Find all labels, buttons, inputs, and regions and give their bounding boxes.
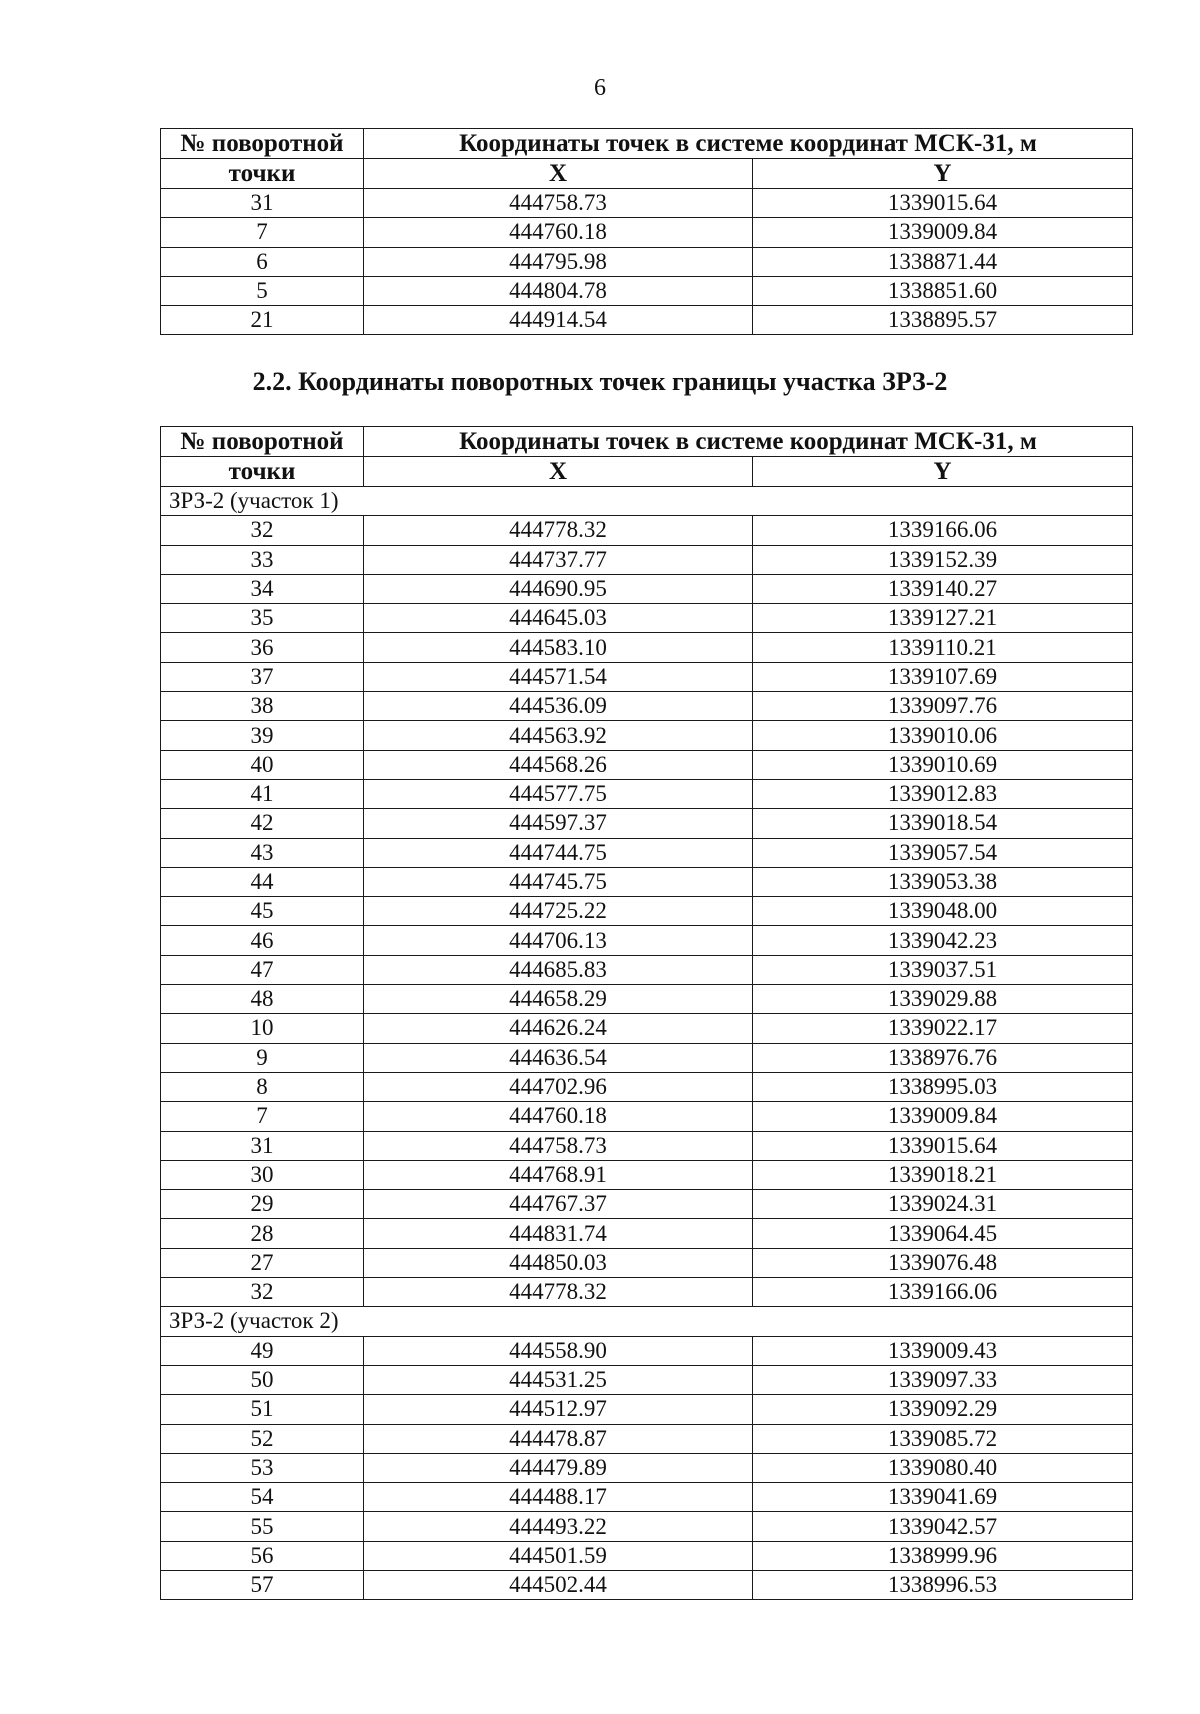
table-row: [161, 897, 1133, 926]
table-row: [161, 1072, 1133, 1101]
table-row: [161, 867, 1133, 896]
y-coordinate-cell: 1339110.21: [753, 633, 1133, 662]
point-number-cell: 31: [161, 189, 364, 218]
x-coordinate-cell: 444760.18: [364, 218, 753, 247]
table-row: [161, 1219, 1133, 1248]
x-coordinate-cell: 444531.25: [364, 1365, 753, 1394]
point-number-cell: 57: [161, 1570, 364, 1599]
table-row: [161, 1160, 1133, 1189]
table-row: [161, 218, 1133, 247]
x-coordinate-cell: 444725.22: [364, 897, 753, 926]
point-number-cell: 9: [161, 1043, 364, 1072]
header-point-number-cont: точки: [161, 457, 364, 487]
table-row: [161, 1541, 1133, 1570]
y-coordinate-cell: 1339166.06: [753, 516, 1133, 545]
section-heading: 2.2. Координаты поворотных точек границы участка ЗРЗ-2: [252, 367, 948, 396]
y-coordinate-cell: 1339018.21: [753, 1160, 1133, 1189]
table-row: [161, 1365, 1133, 1394]
section-label-row: [161, 1307, 1133, 1336]
y-coordinate-cell: 1339015.64: [753, 1131, 1133, 1160]
table-row: [161, 247, 1133, 276]
point-number-cell: 43: [161, 838, 364, 867]
y-coordinate-cell: 1339037.51: [753, 955, 1133, 984]
point-number-cell: 52: [161, 1424, 364, 1453]
table-row: [161, 1453, 1133, 1482]
x-coordinate-cell: 444583.10: [364, 633, 753, 662]
y-coordinate-cell: 1339029.88: [753, 985, 1133, 1014]
point-number-cell: 51: [161, 1395, 364, 1424]
coordinates-table-zrz2: [160, 426, 1133, 1600]
y-coordinate-cell: 1338995.03: [753, 1072, 1133, 1101]
point-number-cell: 44: [161, 867, 364, 896]
header-point-number: № поворотной: [161, 427, 364, 457]
x-coordinate-cell: 444563.92: [364, 721, 753, 750]
table-row: [161, 633, 1133, 662]
table-row: [161, 779, 1133, 808]
x-coordinate-cell: 444502.44: [364, 1570, 753, 1599]
y-coordinate-cell: 1339076.48: [753, 1248, 1133, 1277]
table-row: [161, 662, 1133, 691]
x-coordinate-cell: 444745.75: [364, 867, 753, 896]
point-number-cell: 50: [161, 1365, 364, 1394]
point-number-cell: 30: [161, 1160, 364, 1189]
x-coordinate-cell: 444760.18: [364, 1102, 753, 1131]
header-point-number: № поворотной: [161, 129, 364, 159]
y-coordinate-cell: 1339018.54: [753, 809, 1133, 838]
point-number-cell: 34: [161, 574, 364, 603]
table-row: [161, 1512, 1133, 1541]
table-row: [161, 1014, 1133, 1043]
point-number-cell: 47: [161, 955, 364, 984]
y-coordinate-cell: 1339010.69: [753, 750, 1133, 779]
table-row: [161, 1131, 1133, 1160]
point-number-cell: 48: [161, 985, 364, 1014]
y-coordinate-cell: 1339015.64: [753, 189, 1133, 218]
table-row: [161, 985, 1133, 1014]
point-number-cell: 6: [161, 247, 364, 276]
y-coordinate-cell: 1338976.76: [753, 1043, 1133, 1072]
x-coordinate-cell: 444768.91: [364, 1160, 753, 1189]
x-coordinate-cell: 444478.87: [364, 1424, 753, 1453]
y-coordinate-cell: 1339009.84: [753, 1102, 1133, 1131]
table-row: [161, 838, 1133, 867]
x-coordinate-cell: 444795.98: [364, 247, 753, 276]
point-number-cell: 53: [161, 1453, 364, 1482]
x-coordinate-cell: 444501.59: [364, 1541, 753, 1570]
y-coordinate-cell: 1339166.06: [753, 1278, 1133, 1307]
table-body: [161, 189, 1133, 335]
point-number-cell: 46: [161, 926, 364, 955]
table-row: [161, 1102, 1133, 1131]
y-coordinate-cell: 1339048.00: [753, 897, 1133, 926]
table-row: [161, 750, 1133, 779]
header-coordinates: Координаты точек в системе координат МСК-31, м: [364, 129, 1133, 159]
point-number-cell: 29: [161, 1190, 364, 1219]
table-row: [161, 1248, 1133, 1277]
y-coordinate-cell: 1339085.72: [753, 1424, 1133, 1453]
x-coordinate-cell: 444536.09: [364, 692, 753, 721]
x-coordinate-cell: 444488.17: [364, 1483, 753, 1512]
x-coordinate-cell: 444479.89: [364, 1453, 753, 1482]
table-row: [161, 955, 1133, 984]
y-coordinate-cell: 1339097.76: [753, 692, 1133, 721]
x-coordinate-cell: 444597.37: [364, 809, 753, 838]
x-coordinate-cell: 444571.54: [364, 662, 753, 691]
y-coordinate-cell: 1338871.44: [753, 247, 1133, 276]
point-number-cell: 37: [161, 662, 364, 691]
x-coordinate-cell: 444645.03: [364, 604, 753, 633]
point-number-cell: 5: [161, 276, 364, 305]
point-number-cell: 33: [161, 545, 364, 574]
y-coordinate-cell: 1339042.23: [753, 926, 1133, 955]
table-row: [161, 721, 1133, 750]
coordinates-table-continued: [160, 128, 1133, 335]
x-coordinate-cell: 444778.32: [364, 1278, 753, 1307]
y-coordinate-cell: 1339041.69: [753, 1483, 1133, 1512]
point-number-cell: 32: [161, 1278, 364, 1307]
table-row: [161, 926, 1133, 955]
table-row: [161, 306, 1133, 335]
point-number-cell: 38: [161, 692, 364, 721]
y-coordinate-cell: 1339024.31: [753, 1190, 1133, 1219]
table-row: [161, 516, 1133, 545]
y-coordinate-cell: 1339107.69: [753, 662, 1133, 691]
point-number-cell: 54: [161, 1483, 364, 1512]
point-number-cell: 32: [161, 516, 364, 545]
table-row: [161, 1483, 1133, 1512]
x-coordinate-cell: 444626.24: [364, 1014, 753, 1043]
point-number-cell: 31: [161, 1131, 364, 1160]
y-coordinate-cell: 1339053.38: [753, 867, 1133, 896]
x-coordinate-cell: 444737.77: [364, 545, 753, 574]
point-number-cell: 56: [161, 1541, 364, 1570]
y-coordinate-cell: 1338999.96: [753, 1541, 1133, 1570]
x-coordinate-cell: 444706.13: [364, 926, 753, 955]
table-row: [161, 1190, 1133, 1219]
x-coordinate-cell: 444690.95: [364, 574, 753, 603]
x-coordinate-cell: 444658.29: [364, 985, 753, 1014]
table-row: [161, 1278, 1133, 1307]
table-row: [161, 1570, 1133, 1599]
x-coordinate-cell: 444804.78: [364, 276, 753, 305]
y-coordinate-cell: 1339042.57: [753, 1512, 1133, 1541]
header-x: X: [364, 457, 753, 487]
point-number-cell: 35: [161, 604, 364, 633]
y-coordinate-cell: 1338895.57: [753, 306, 1133, 335]
point-number-cell: 41: [161, 779, 364, 808]
y-coordinate-cell: 1338851.60: [753, 276, 1133, 305]
y-coordinate-cell: 1339080.40: [753, 1453, 1133, 1482]
point-number-cell: 55: [161, 1512, 364, 1541]
x-coordinate-cell: 444850.03: [364, 1248, 753, 1277]
x-coordinate-cell: 444778.32: [364, 516, 753, 545]
y-coordinate-cell: 1339009.43: [753, 1336, 1133, 1365]
table-row: [161, 1424, 1133, 1453]
x-coordinate-cell: 444744.75: [364, 838, 753, 867]
point-number-cell: 39: [161, 721, 364, 750]
y-coordinate-cell: 1339022.17: [753, 1014, 1133, 1043]
y-coordinate-cell: 1339127.21: [753, 604, 1133, 633]
point-number-cell: 7: [161, 218, 364, 247]
x-coordinate-cell: 444558.90: [364, 1336, 753, 1365]
section-label: ЗРЗ-2 (участок 1): [161, 487, 1133, 516]
table-row: [161, 1336, 1133, 1365]
table-row: [161, 809, 1133, 838]
point-number-cell: 28: [161, 1219, 364, 1248]
point-number-cell: 21: [161, 306, 364, 335]
point-number-cell: 36: [161, 633, 364, 662]
y-coordinate-cell: 1339152.39: [753, 545, 1133, 574]
table-row: [161, 574, 1133, 603]
section-label-row: [161, 487, 1133, 516]
header-point-number-cont: точки: [161, 159, 364, 189]
point-number-cell: 7: [161, 1102, 364, 1131]
x-coordinate-cell: 444577.75: [364, 779, 753, 808]
x-coordinate-cell: 444767.37: [364, 1190, 753, 1219]
table-row: [161, 189, 1133, 218]
y-coordinate-cell: 1339010.06: [753, 721, 1133, 750]
header-coordinates: Координаты точек в системе координат МСК-31, м: [364, 427, 1133, 457]
table-body: [161, 487, 1133, 1600]
point-number-cell: 42: [161, 809, 364, 838]
y-coordinate-cell: 1339092.29: [753, 1395, 1133, 1424]
y-coordinate-cell: 1339097.33: [753, 1365, 1133, 1394]
point-number-cell: 40: [161, 750, 364, 779]
x-coordinate-cell: 444568.26: [364, 750, 753, 779]
x-coordinate-cell: 444758.73: [364, 189, 753, 218]
table-row: [161, 545, 1133, 574]
header-y: Y: [753, 159, 1133, 189]
page-number: 6: [594, 75, 606, 101]
y-coordinate-cell: 1339140.27: [753, 574, 1133, 603]
y-coordinate-cell: 1339012.83: [753, 779, 1133, 808]
y-coordinate-cell: 1339009.84: [753, 218, 1133, 247]
x-coordinate-cell: 444636.54: [364, 1043, 753, 1072]
table-row: [161, 1395, 1133, 1424]
x-coordinate-cell: 444831.74: [364, 1219, 753, 1248]
point-number-cell: 27: [161, 1248, 364, 1277]
point-number-cell: 8: [161, 1072, 364, 1101]
y-coordinate-cell: 1338996.53: [753, 1570, 1133, 1599]
table-row: [161, 692, 1133, 721]
section-label: ЗРЗ-2 (участок 2): [161, 1307, 1133, 1336]
x-coordinate-cell: 444493.22: [364, 1512, 753, 1541]
header-y: Y: [753, 457, 1133, 487]
header-x: X: [364, 159, 753, 189]
y-coordinate-cell: 1339064.45: [753, 1219, 1133, 1248]
x-coordinate-cell: 444914.54: [364, 306, 753, 335]
x-coordinate-cell: 444685.83: [364, 955, 753, 984]
table-row: [161, 604, 1133, 633]
point-number-cell: 10: [161, 1014, 364, 1043]
x-coordinate-cell: 444512.97: [364, 1395, 753, 1424]
table-row: [161, 276, 1133, 305]
x-coordinate-cell: 444702.96: [364, 1072, 753, 1101]
point-number-cell: 45: [161, 897, 364, 926]
x-coordinate-cell: 444758.73: [364, 1131, 753, 1160]
point-number-cell: 49: [161, 1336, 364, 1365]
table-row: [161, 1043, 1133, 1072]
y-coordinate-cell: 1339057.54: [753, 838, 1133, 867]
